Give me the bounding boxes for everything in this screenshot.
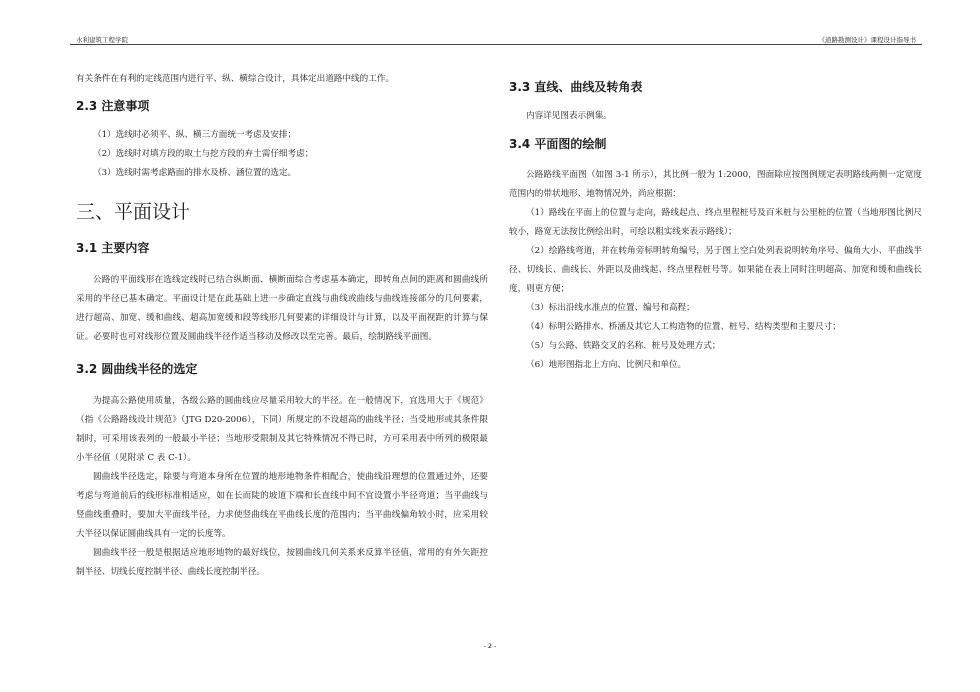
paragraph: 公路路线平面图（如图 3-1 所示），其比例一般为 1:2000，图面除应按图例规定表明路线两侧一定宽度范围内的带状地形、地物情况外，尚应根据：: [509, 170, 922, 199]
section-heading-3-2: 3.2 圆曲线半径的选定: [76, 362, 198, 376]
section-heading-3-4: 3.4 平面图的绘制: [509, 137, 607, 151]
section-heading-3-3: 3.3 直线、曲线及转角表: [509, 80, 643, 94]
right-column: [509, 70, 922, 375]
paragraph: 内容详见图表示例集。: [526, 111, 612, 121]
list-item: （2）选线时对填方段的取土与挖方段的弃土需仔细考虑；: [93, 149, 314, 159]
list-item: （1）路线在平面上的位置与走向，路线起点、终点里程桩号及百米桩与公里桩的位置（当地形图比例尺较小，路宽无法按比例绘出时，可绘以粗实线来表示路线）；: [509, 208, 922, 237]
paragraph: 为提高公路使用质量，各级公路的圆曲线应尽量采用较大的半径。在一般情况下，宜选用大于《规范》（指《公路路线设计规范》（JTG D20-2006），下同）所规定的不设超高的曲线半径；当受地形或其条件限制时，可采用该表列的一般最小半径；当地形受限制及其它特殊情况不得已时，方可采用表中所列的极限最小半径值（见附录 C 表 C-1）。: [76, 396, 488, 463]
intro-paragraph: 有关条件在有利的定线范围内进行平、纵、横综合设计，具体定出道路中线的工作。: [76, 74, 394, 84]
section-heading-2-3: 2.3 注意事项: [76, 99, 150, 113]
list-item: （5）与公路、铁路交叉的名称、桩号及处理方式；: [526, 341, 721, 351]
paragraph: 公路的平面线形在选线定线时已结合纵断面、横断面综合考虑基本确定，即转角点间的距离和圆曲线所采用的半径已基本确定。平面设计是在此基础上进一步确定直线与曲线或曲线与曲线连接部分的几何要素，进行超高、加宽、缓和曲线、超高加宽缓和段等线形几何要素的详细设计与计算，以及平面视距的计算与保证。必要时也可对线形位置及圆曲线半径作适当移动及修改以至完善。最后，绘制路线平面图。: [76, 275, 488, 342]
section-heading-3-1: 3.1 主要内容: [76, 241, 150, 255]
list-item: （4）标明公路排水、桥涵及其它人工构造物的位置、桩号、结构类型和主要尺寸；: [526, 322, 841, 332]
paragraph: 圆曲线半径一般是根据适应地形地物的最好线位，按圆曲线几何关系来反算半径值，常用的有外矢距控制半径、切线长度控制半径、曲线长度控制半径。: [76, 548, 488, 577]
list-item: （1）选线时必须平、纵、横三方面统一考虑及安排；: [93, 130, 297, 140]
paragraph: 圆曲线半径选定，除要与弯道本身所在位置的地形地物条件相配合，使曲线沿理想的位置通过外，还要考虑与弯道前后的线形标准相适应，如在长而陡的坡道下端和长直线中间不宜设置小半径弯道；当平曲线与竖曲线重叠时，要加大平面线半径，力求使竖曲线在平曲线长度的范围内；当平曲线偏角较小时，应采用较大半径以保证圆曲线具有一定的长度等。: [76, 472, 488, 539]
list-item: （6）地形图指北上方向、比例尺和单位。: [526, 360, 687, 370]
list-item: （3）选线时需考虑路面的排水及桥、涵位置的选定。: [93, 168, 297, 178]
header-course-title: 《道路勘测设计》课程设计指导书: [818, 36, 916, 44]
chapter-heading: 三、平面设计: [76, 201, 191, 223]
header-rule: [70, 44, 922, 45]
left-column: [76, 70, 488, 582]
list-item: （3）标出沿线水准点的位置、编号和高程；: [526, 303, 695, 313]
list-item: （2）绘路线弯道，并在转角旁标明转角编号，另于图上空白处列表说明转角序号、偏角大小、平曲线半径、切线长、曲线长、外距以及曲线起、终点里程桩号等。如果能在表上同时注明超高、加宽和缓和曲线长度，则更方便；: [509, 246, 922, 294]
header-institution: 水利建筑工程学院: [76, 36, 128, 44]
page-number: - 2 -: [483, 642, 497, 650]
